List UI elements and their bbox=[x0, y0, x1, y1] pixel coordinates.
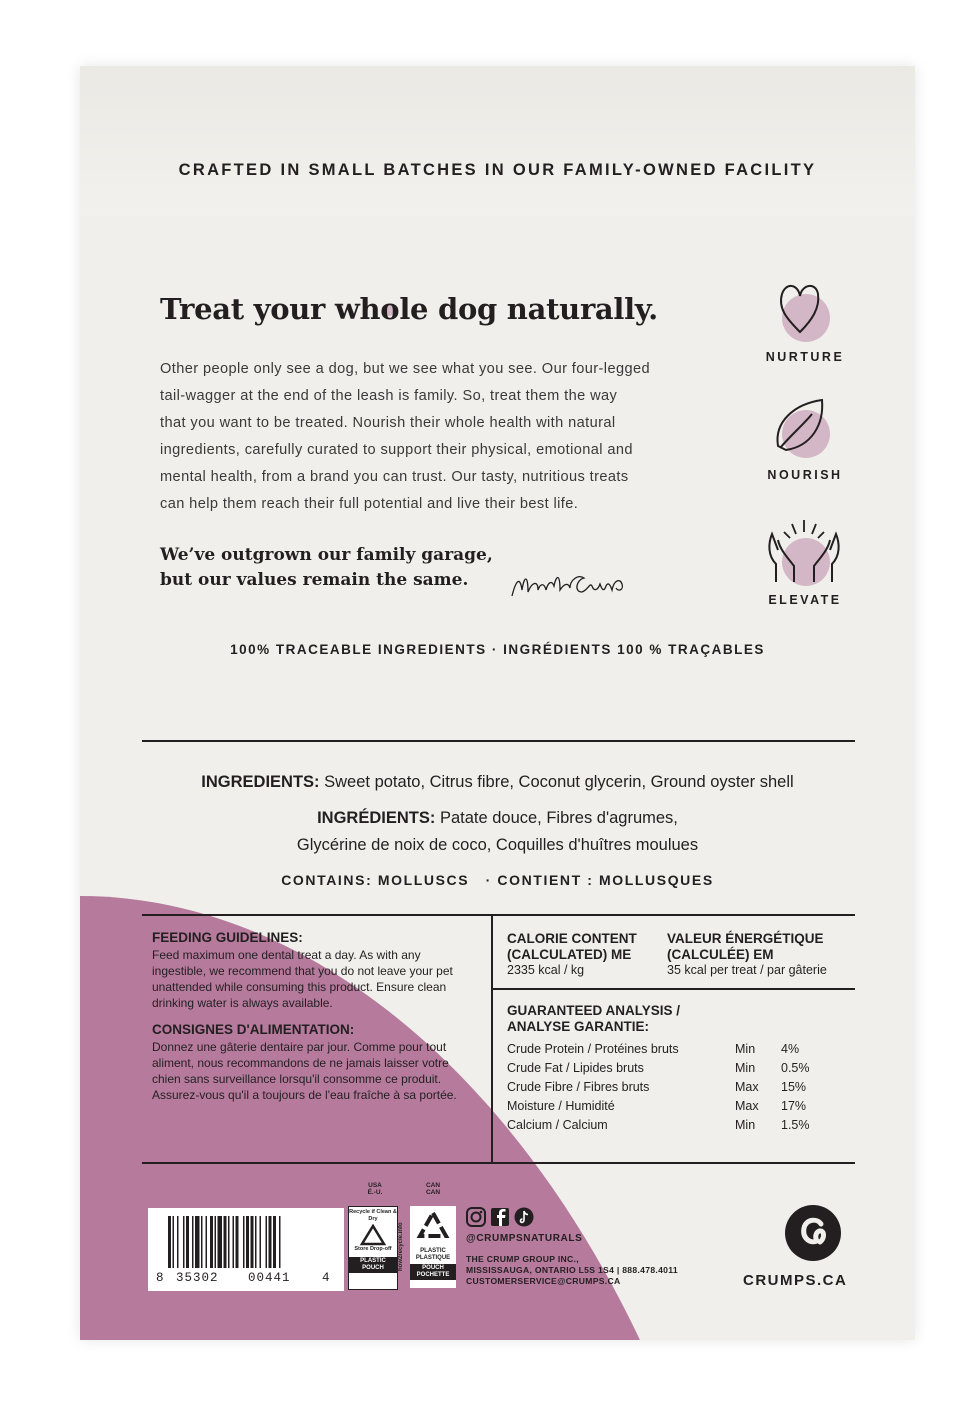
nutrient-value: 0.5% bbox=[781, 1061, 810, 1075]
how2recycle-url: how2recycle.info bbox=[398, 1222, 404, 1272]
website: CRUMPS.CA bbox=[743, 1272, 848, 1289]
nutrient-value: 15% bbox=[781, 1080, 807, 1094]
ingredients-fr bbox=[80, 809, 915, 828]
analysis-title-2: ANALYSE GARANTIE: bbox=[507, 1019, 650, 1034]
ingredients-en-text: Sweet potato, Citrus fibre, Coconut glycerin, Ground oyster shell bbox=[319, 773, 794, 791]
values-line2: but our values remain the same. bbox=[160, 570, 469, 590]
nutrient-minmax: Min bbox=[735, 1061, 756, 1075]
crafted-tagline: CRAFTED IN SMALL BATCHES IN OUR FAMILY-OWNED FACILITY bbox=[178, 161, 817, 179]
story-line: Other people only see a dog, but we see what you see. Our four-legged bbox=[160, 361, 651, 377]
divider-calorie bbox=[491, 988, 855, 990]
plastic-fr-text: PLASTIC PLASTIQUE bbox=[415, 1248, 451, 1261]
calorie-title-fr: VALEUR ÉNERGÉTIQUE bbox=[667, 931, 824, 946]
analysis-title-1: GUARANTEED ANALYSIS / bbox=[507, 1003, 681, 1018]
nutrient-name: Calcium / Calcium bbox=[507, 1118, 608, 1132]
barcode-bars bbox=[168, 1216, 328, 1274]
nutrient-value: 1.5% bbox=[781, 1118, 810, 1132]
can-label: CAN CAN bbox=[425, 1182, 441, 1196]
nutrient-name: Crude Fibre / Fibres bruts bbox=[507, 1080, 650, 1094]
story-line: tail-wagger at the end of the leash is family. So, treat them the way bbox=[160, 388, 618, 404]
store-dropoff-text: Store Drop-off bbox=[354, 1246, 392, 1252]
feeding-text-fr bbox=[152, 1039, 487, 1103]
calorie-content-en bbox=[507, 931, 637, 977]
instagram-icon bbox=[467, 1208, 485, 1226]
nutrient-name: Crude Protein / Protéines bruts bbox=[507, 1042, 679, 1056]
usa-label: USA É.-U. bbox=[367, 1182, 383, 1196]
calorie-value-en: 2335 kcal / kg bbox=[507, 963, 585, 977]
recycle-if-text: Recycle if Clean & Dry bbox=[349, 1209, 397, 1222]
feeding-line: unattended while consuming this product. Ensure clean bbox=[152, 980, 447, 994]
facebook-icon bbox=[491, 1208, 509, 1226]
tiktok-icon bbox=[515, 1208, 534, 1227]
company-name: THE CRUMP GROUP INC., bbox=[466, 1254, 579, 1264]
story-line: can help them reach their full potential and live their best life. bbox=[160, 496, 579, 512]
nutrient-value: 17% bbox=[781, 1099, 807, 1113]
barcode bbox=[148, 1208, 344, 1291]
analysis-row bbox=[507, 1099, 807, 1118]
social-icon-group bbox=[466, 1206, 536, 1228]
calorie-value-fr: 35 kcal per treat / par gâterie bbox=[667, 963, 827, 977]
ingredients-fr-line2: Glycérine de noix de coco, Coquilles d'huîtres moulues bbox=[296, 836, 699, 854]
headline-part2: le dog naturally. bbox=[399, 292, 658, 326]
recycle-arrows-icon bbox=[413, 1208, 453, 1248]
story-line: ingredients, carefully curated to support their physical, emotional and bbox=[160, 442, 633, 458]
company-address: MISSISSAUGA, ONTARIO L5S 1S4 | 888.478.4011 bbox=[466, 1265, 678, 1275]
analysis-title bbox=[507, 1003, 680, 1035]
feeding-line: chien sans surveillance lorsqu'il consomme ce produit. bbox=[152, 1072, 442, 1086]
calorie-title-en-2: (CALCULATED) ME bbox=[507, 947, 632, 962]
store-dropoff-label bbox=[348, 1206, 398, 1290]
purple-wave bbox=[80, 66, 915, 1340]
analysis-row bbox=[507, 1061, 810, 1080]
ingredients-en bbox=[80, 773, 915, 792]
analysis-row bbox=[507, 1118, 810, 1137]
feeding-line: ingestible, we recommend that you do not leave your pet bbox=[152, 964, 453, 978]
feeding-line: aliment, nous recommandons de ne jamais laisser votre bbox=[152, 1056, 449, 1070]
ingredients-en-label: INGREDIENTS: bbox=[201, 773, 320, 791]
barcode-digits-left: 35302 bbox=[176, 1271, 219, 1285]
feeding-line: Donnez une gâterie dentaire par jour. Comme pour tout bbox=[152, 1040, 447, 1054]
signature bbox=[508, 566, 638, 606]
nutrient-minmax: Min bbox=[735, 1042, 756, 1056]
nutrient-minmax: Max bbox=[735, 1099, 759, 1113]
nutrient-name: Moisture / Humidité bbox=[507, 1099, 615, 1113]
divider-bottom bbox=[142, 1162, 855, 1164]
barcode-digits-right: 00441 bbox=[248, 1271, 291, 1285]
values-line1: We’ve outgrown our family garage, bbox=[160, 545, 493, 565]
story-line: that you want to be treated. Nourish their whole health with natural bbox=[160, 415, 616, 431]
story-line: mental health, from a brand you can trust. Our tasty, nutritious treats bbox=[160, 469, 629, 485]
calorie-title-fr-2: (CALCULÉE) EM bbox=[667, 947, 774, 962]
leaf-icon bbox=[772, 394, 832, 462]
nourish-label: NOURISH bbox=[767, 468, 843, 482]
social-handle: @CRUMPSNATURALS bbox=[466, 1233, 583, 1244]
barcode-digit-last: 4 bbox=[322, 1271, 330, 1285]
feeding-text-en bbox=[152, 947, 487, 1011]
divider-mid bbox=[142, 914, 855, 916]
calorie-content-fr bbox=[667, 931, 827, 977]
feeding-line: Feed maximum one dental treat a day. As with any bbox=[152, 948, 421, 962]
feeding-line: Assurez-vous qu'il a toujours de l'eau fraîche à sa portée. bbox=[152, 1088, 457, 1102]
divider-top bbox=[142, 740, 855, 742]
elevate-label: ELEVATE bbox=[768, 593, 842, 607]
feeding-title-en: FEEDING GUIDELINES: bbox=[152, 930, 303, 945]
nutrient-minmax: Max bbox=[735, 1080, 759, 1094]
calorie-title-en: CALORIE CONTENT bbox=[507, 931, 637, 946]
recycle-bag-icon bbox=[358, 1224, 388, 1246]
plastic-pouch-text: PLASTIC POUCH bbox=[349, 1257, 397, 1273]
company-info bbox=[466, 1254, 678, 1287]
plastic-recycle-label bbox=[410, 1206, 456, 1288]
nutrient-name: Crude Fat / Lipides bruts bbox=[507, 1061, 644, 1075]
traceable-line: 100% TRACEABLE INGREDIENTS · INGRÉDIENTS 100 % TRAÇABLES bbox=[230, 642, 765, 657]
package-back bbox=[80, 66, 915, 1340]
ingredients-fr-text1: Patate douce, Fibres d'agrumes, bbox=[435, 809, 678, 827]
company-email: CUSTOMERSERVICE@CRUMPS.CA bbox=[466, 1276, 621, 1286]
analysis-row bbox=[507, 1042, 807, 1061]
values-statement bbox=[160, 543, 493, 593]
feeding-title-fr: CONSIGNES D'ALIMENTATION: bbox=[152, 1022, 355, 1037]
ingredients-fr-label: INGRÉDIENTS: bbox=[317, 809, 436, 827]
social-icons bbox=[466, 1206, 536, 1228]
nutrient-minmax: Min bbox=[735, 1118, 756, 1132]
crumps-logo-icon bbox=[784, 1204, 842, 1262]
headline-o: o bbox=[380, 292, 400, 326]
heart-icon bbox=[772, 272, 832, 344]
feeding-guidelines bbox=[152, 930, 487, 1103]
story-paragraph bbox=[160, 356, 730, 518]
feeding-line: drinking water is always available. bbox=[152, 996, 333, 1010]
headline bbox=[160, 292, 658, 326]
headline-part1: Treat your wh bbox=[160, 292, 381, 326]
nutrient-value: 4% bbox=[781, 1042, 800, 1056]
column-divider bbox=[491, 914, 493, 1162]
hands-icon bbox=[764, 516, 844, 588]
pouch-fr-text: POUCH POCHETTE bbox=[410, 1264, 456, 1280]
barcode-digit-first: 8 bbox=[156, 1271, 164, 1285]
nurture-label: NURTURE bbox=[765, 350, 845, 364]
allergen-statement: CONTAINS: MOLLUSCS · CONTIENT : MOLLUSQUES bbox=[281, 872, 714, 888]
analysis-row bbox=[507, 1080, 807, 1099]
